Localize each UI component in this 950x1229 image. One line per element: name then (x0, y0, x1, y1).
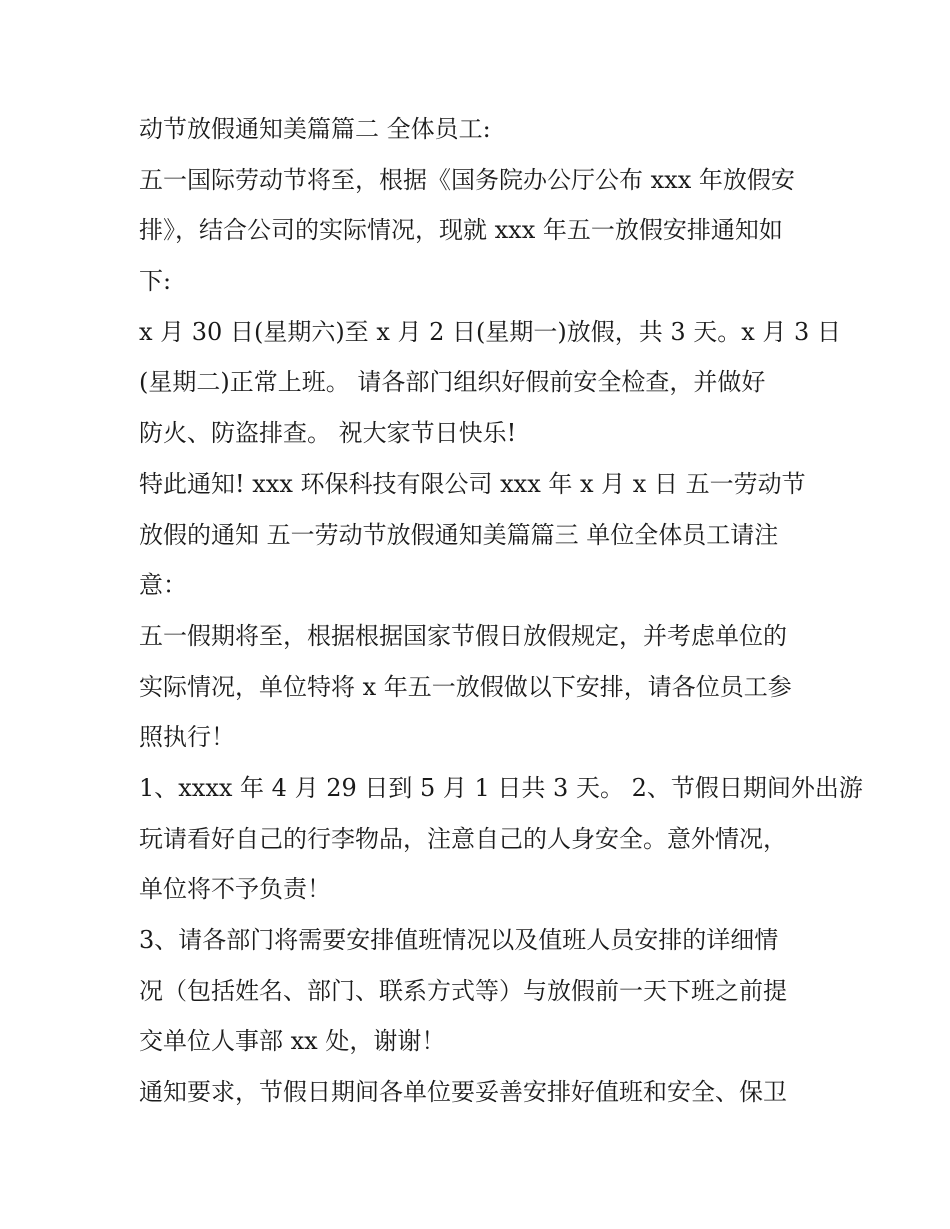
text-line: 交单位人事部 xx 处，谢谢！ (139, 1027, 446, 1056)
text-line: 五一假期将至，根据根据国家节假日放假规定，并考虑单位的 (139, 621, 787, 650)
text-line: 五一国际劳动节将至，根据《国务院办公厅公布 xxx 年放假安 (139, 165, 795, 194)
text-line: 防火、防盗排查。 祝大家节日快乐! (139, 419, 517, 448)
text-line: 放假的通知 五一劳动节放假通知美篇篇三 单位全体员工请注 (139, 520, 779, 549)
text-line: 玩请看好自己的行李物品，注意自己的人身安全。意外情况， (139, 824, 787, 853)
text-line: 况（包括姓名、部门、联系方式等）与放假前一天下班之前提 (139, 976, 787, 1005)
text-line: x 月 30 日(星期六)至 x 月 2 日(星期一)放假，共 3 天。x 月 3 日 (139, 317, 841, 346)
text-line: (星期二)正常上班。 请各部门组织好假前安全检查，并做好 (139, 368, 766, 397)
text-line: 通知要求，节假日期间各单位要妥善安排好值班和安全、保卫 (139, 1078, 787, 1107)
text-line: 排》，结合公司的实际情况，现就 xxx 年五一放假安排通知如 (139, 216, 783, 245)
text-line: 意： (139, 571, 187, 600)
text-line: 特此通知! xxx 环保科技有限公司 xxx 年 x 月 x 日 五一劳动节 (139, 469, 806, 498)
document-body (139, 104, 863, 1118)
text-line: 照执行！ (139, 723, 235, 752)
text-line: 实际情况，单位特将 x 年五一放假做以下安排，请各位员工参 (139, 672, 792, 701)
text-line: 3、请各部门将需要安排值班情况以及值班人员安排的详细情 (139, 926, 779, 954)
text-line: 单位将不予负责！ (139, 875, 331, 904)
text-line: 动节放假通知美篇篇二 全体员工: (139, 115, 491, 143)
text-line: 1、xxxx 年 4 月 29 日到 5 月 1 日共 3 天。 2、节假日期间外出游 (139, 773, 863, 802)
text-line: 下: (139, 267, 172, 296)
